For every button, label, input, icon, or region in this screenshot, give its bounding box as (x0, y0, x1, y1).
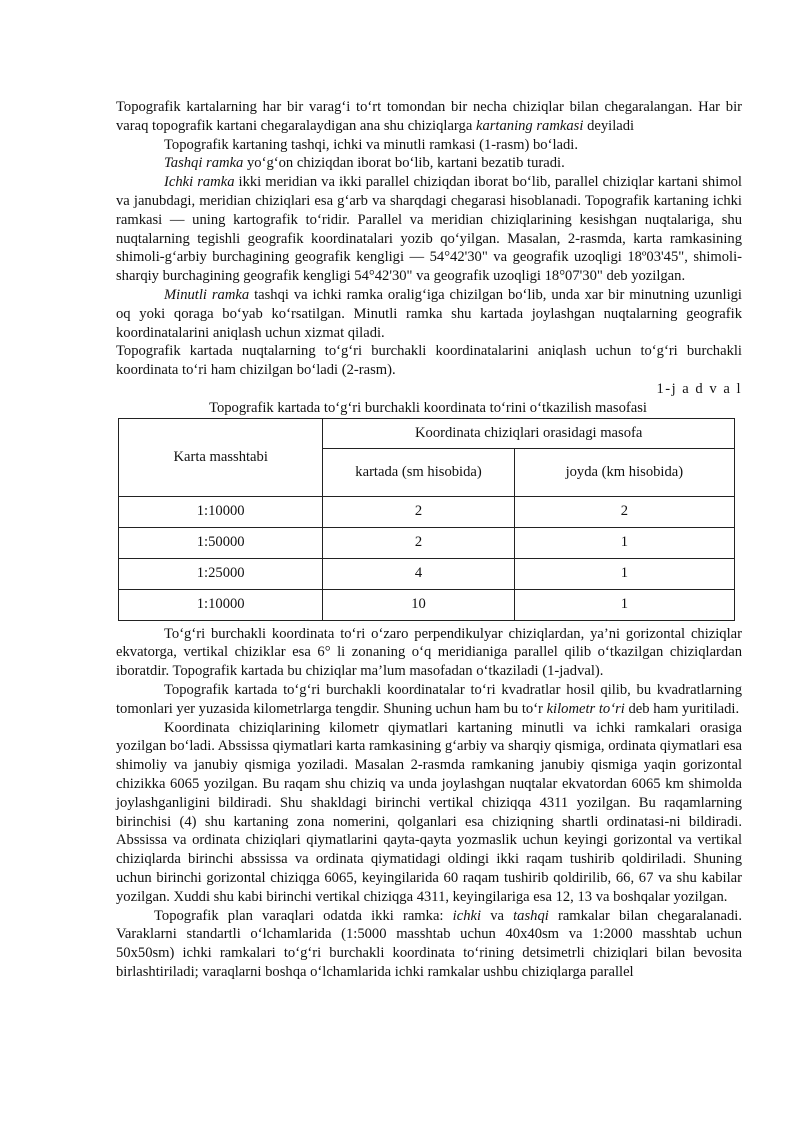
term-kilometer-grid: kilometr to‘ri (546, 700, 625, 717)
paragraph-intro: Topografik kartalarning har bir varag‘i to‘rt tomondan bir necha chiziqlar bilan chegaralangan. Har bir varaq topografik kartani chegaralaydigan ana shu chiziqlarga kartaning ramkasi deyiladi (116, 99, 742, 134)
header-on-ground: joyda (km hisobida) (514, 448, 734, 496)
term-inner: ichki (452, 907, 482, 924)
paragraph-grid-definition: To‘g‘ri burchakli koordinata to‘ri o‘zaro perpendikulyar chiziqlardan, ya’ni gorizontal chiziqlar ekvatorga, vertikal chiziklar esa 6° li zonaning o‘q meridianiga parallel qilib o‘tkazilgan chiziqlardan iboratdir. Topografik kartada bu chiziqlar ma’lum masofadan o‘tkaziladi (1-jadval). (116, 625, 742, 680)
cell-map: 2 (323, 496, 514, 527)
table-row (119, 558, 735, 589)
header-on-map: kartada (sm hisobida) (323, 448, 514, 496)
paragraph-kilometer-grid: Topografik kartada to‘g‘ri burchakli koordinatalar to‘ri kvadratlar hosil qilib, bu kvadratlarning tomonlari yer yuzasida kilometrlarga tengdir. Shuning uchun ham bu to‘r kilometr to‘ri deb ham yuritiladi. (116, 681, 742, 717)
paragraph-inner-frame: Ichki ramka ikki meridian va ikki parallel chiziqdan iborat bo‘lib, parallel chiziqlar kartani shimol va janubdagi, meridian chiziqlari esa g‘arb va sharqdagi chegarasi hisoblanadi. Topografik kartaning ichki ramkasi — uning kartografik to‘ridir. Parallel va meridian chiziqlarining kesishgan nuqtalariga, shu nuqtalarning tegishli geografik koordinatalari yozib qo‘yilgan. Masalan, 2-rasmda, karta ramkasining shimoli-g‘arbiy burchagining geografik kengligi — 54°42'30" va geografik uzoqligi 18º03'45", shimoli-sharqiy burchagining geografik kengligi 54°42'30" va geografik uzoqligi 18°07'30" deb yozilgan. (116, 174, 742, 285)
term-inner-frame: Ichki ramka (164, 174, 235, 191)
cell-map: 10 (323, 589, 514, 620)
cell-scale: 1:10000 (119, 496, 323, 527)
term-map-frame: kartaning ramkasi (475, 117, 584, 134)
cell-scale: 1:50000 (119, 527, 323, 558)
table-row (119, 527, 735, 558)
cell-ground: 1 (514, 558, 734, 589)
paragraph-outer-frame: Tashqi ramka yo‘g‘on chiziqdan iborat bo‘lib, kartani bezatib turadi. (164, 155, 565, 172)
term-minute-frame: Minutli ramka (164, 286, 250, 303)
header-distance-group: Koordinata chiziqlari orasidagi masofa (323, 418, 735, 448)
cell-scale: 1:10000 (119, 589, 323, 620)
table-caption: Topografik kartada to‘g‘ri burchakli koordinata to‘rini o‘tkazilish masofasi (209, 399, 647, 416)
table-row (119, 589, 735, 620)
cell-map: 2 (323, 527, 514, 558)
paragraph-plan-sheets: Topografik plan varaqlari odatda ikki ramka: ichki va tashqi ramkalar bilan chegaralanadi. Varaklarni standartli o‘lchamlarida (1:5000 masshtab uchun 40x40sm va 1:2000 masshtab uchun 50x50sm) ichki ramkalari to‘g‘ri burchakli koordinata to‘rining detsimetrli chiziqlari bilan bevosita birlashtiriladi; varaqlarni boshqa o‘lchamlarida ichki ramkalar ushbu chiziqlarga parallel (116, 907, 742, 980)
table-number: 1-j a d v a l (656, 380, 742, 397)
cell-ground: 1 (514, 589, 734, 620)
cell-ground: 2 (514, 496, 734, 527)
paragraph-grid-values: Koordinata chiziqlarining kilometr qiymatlari kartaning minutli va ichki ramkalari orasiga yozilgan bo‘ladi. Abssissa qiymatlari karta ramkasining g‘arbiy va sharqiy qismiga, ordinata qiymatlari esa shimoliy va janubiy qismiga yoziladi. Masalan 2-rasmda ramkaning janubiy qismiga yaqin gorizontal chizikka 6065 yozilgan. Bu raqam shu chiziq va unda joylashgan nuqtalar ekvatordan 6065 km shimolda joylashganligini bildiradi. Shu shakldagi birinchi vertikal chiziqqa 4311 yozilgan. Bu raqamlarning birinchisi (4) shu kartaning zona nomerini, qolganlari esa chiziqning shartli ordinatasi-ni bildiradi. Abssissa va ordinata chiziqlari qiymatlarini qayta-qayta yozmaslik uchun keyingi gorizontal va vertikal chiziqlarda birinchi abssissa va ordinata qiymatidagi oldingi ikki raqam tushirib qoldiriladi. Shuning uchun birinchi gorizontal chiziqga 6065, keyingilarida 60 raqam tushirib qoldirilib, 66, 67 va shu kabilar yozilgan. Xuddi shu kabi birinchi vertikal chiziqga 4311, keyingilariga esa 12, 13 va boshqalar yozilgan. (116, 719, 742, 905)
cell-ground: 1 (514, 527, 734, 558)
paragraph-minute-frame: Minutli ramka tashqi va ichki ramka oralig‘iga chizilgan bo‘lib, unda xar bir minutning uzunligi oq yoki qoraga bo‘yab ko‘rsatilgan. Minutli ramka shu kartada joylashgan nuqtalarning geografik koordinatalarini aniqlash uchun xizmat qiladi. (116, 286, 742, 341)
paragraph-coordinate-grid: Topografik kartada nuqtalarning to‘g‘ri burchakli koordinatalarini aniqlash uchun to‘g‘ri burchakli koordinata to‘ri ham chizilgan bo‘ladi (2-rasm). (116, 343, 742, 379)
grid-spacing-table (118, 418, 735, 621)
table-header-row (119, 418, 735, 448)
term-outer: tashqi (513, 907, 549, 924)
table-row (119, 496, 735, 527)
cell-map: 4 (323, 558, 514, 589)
term-outer-frame: Tashqi ramka (164, 155, 244, 172)
paragraph-frames: Topografik kartaning tashqi, ichki va minutli ramkasi (1-rasm) bo‘ladi. (164, 136, 578, 153)
header-scale: Karta masshtabi (119, 418, 323, 496)
document-page (116, 98, 742, 982)
cell-scale: 1:25000 (119, 558, 323, 589)
